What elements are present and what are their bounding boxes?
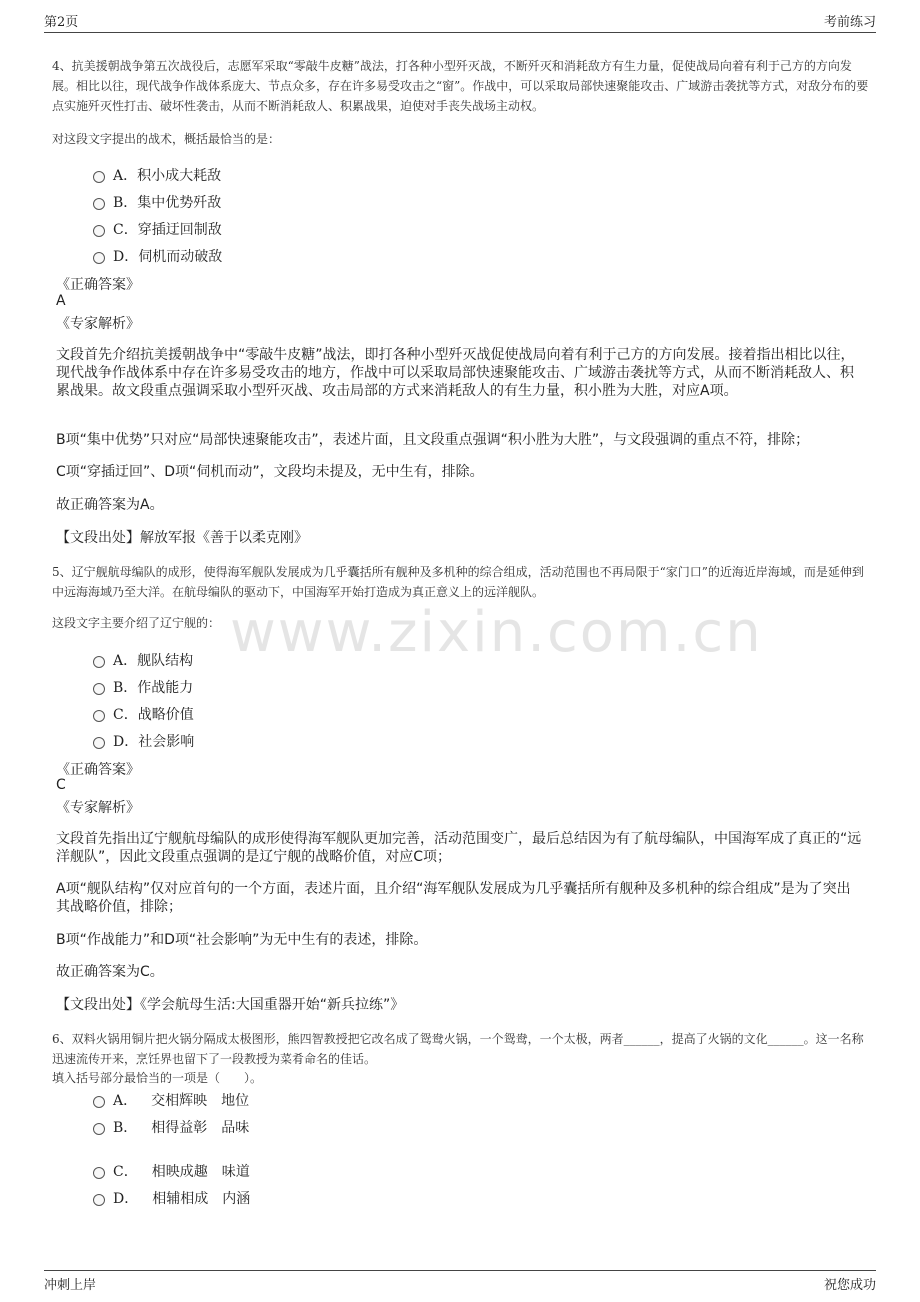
q4-question: 对这段文字提出的战术，概括最恰当的是： [52,132,281,146]
q5-stem: 5、辽宁舰航母编队的成形，使得海军舰队发展成为几乎囊括所有舰种及多机种的综合组成，活动范围也不再局限于“家门口”的近海近岸海域，而是延伸到中远海海域乃至大洋。在航母编队的驱动下，中国海军开始打造成为真正意义上的远洋舰队。 [52,565,864,599]
q5-analysis-4: 故正确答案为C。 [56,964,164,980]
q5-option-b[interactable]: B．作战能力 [93,677,193,697]
q5-answer-label: 《正确答案》 [56,762,140,778]
q4-analysis-2: B项“集中优势”只对应“局部快速聚能攻击”，表述片面，且文段重点强调“积小胜为大胜”，与文段强调的重点不符，排除； [56,432,810,448]
radio-icon[interactable] [93,252,105,264]
radio-icon[interactable] [93,710,105,722]
q5-question: 这段文字主要介绍了辽宁舰的： [52,616,221,630]
q4-option-a[interactable]: A．积小成大耗敌 [93,165,221,185]
q6-option-c[interactable]: C． 相映成趣 味道 [93,1161,250,1181]
q4-analysis-1: 文段首先介绍抗美援朝战争中“零敲牛皮糖”战法，即打各种小型歼灭战促使战局向着有利于己方的方向发展。接着指出相比以往，现代战争作战体系中存在许多易受攻击的地方，作战中可以采取局部快速聚能攻击、广域游击袭扰等方式，从而不断消耗敌人、积累战果。故文段重点强调采取小型歼灭战、攻击局部的方式来消耗敌人的有生力量，积小胜为大胜，对应A项。 [56,347,855,399]
q6-option-b[interactable]: B． 相得益彰 品味 [93,1117,249,1137]
q5-answer: C [56,777,66,793]
q4-answer-label: 《正确答案》 [56,277,140,293]
q5-analysis-3: B项“作战能力”和D项“社会影响”为无中生有的表述，排除。 [56,932,428,948]
q4-source: 【文段出处】解放军报《善于以柔克刚》 [56,530,308,546]
radio-icon[interactable] [93,1194,105,1206]
radio-icon[interactable] [93,1123,105,1135]
q4-analysis-label: 《专家解析》 [56,316,140,332]
footer-left: 冲刺上岸 [44,1278,97,1293]
radio-icon[interactable] [93,656,105,668]
page-number: 第2页 [44,15,79,30]
q5-analysis-1: 文段首先指出辽宁舰航母编队的成形使得海军舰队更加完善，活动范围变广，最后总结因为有了航母编队，中国海军成了真正的“远洋舰队”，因此文段重点强调的是辽宁舰的战略价值，对应C项； [56,831,862,865]
header-title: 考前练习 [823,15,876,30]
radio-icon[interactable] [93,683,105,695]
q5-analysis-2: A项“舰队结构”仅对应首句的一个方面，表述片面，且介绍“海军舰队发展成为几乎囊括所有舰种及多机种的综合组成”是为了突出其战略价值，排除； [56,881,851,915]
q5-analysis-label: 《专家解析》 [56,800,140,816]
q5-option-c[interactable]: C．战略价值 [93,704,194,724]
radio-icon[interactable] [93,198,105,210]
watermark: www.zixin.com.cn [230,600,763,665]
q4-stem: 4、抗美援朝战争第五次战役后，志愿军采取“零敲牛皮糖”战法，打各种小型歼灭战，不断歼灭和消耗敌方有生力量，促使战局向着有利于己方的方向发展。相比以往，现代战争作战体系庞大、节点众多，存在许多易受攻击之“窗”。作战中，可以采取局部快速聚能攻击、广域游击袭扰等方式，对敌分布的要点实施歼灭性打击、破坏性袭击，从而不断消耗敌人、积累战果，迫使对手丧失战场主动权。 [52,59,869,113]
radio-icon[interactable] [93,225,105,237]
q5-source: 【文段出处】《学会航母生活:大国重器开始“新兵拉练”》 [56,997,405,1013]
q6-option-d[interactable]: D． 相辅相成 内涵 [93,1188,250,1208]
q4-analysis-3: C项“穿插迂回”、D项“伺机而动”，文段均未提及，无中生有，排除。 [56,464,484,480]
q6-question: 填入括号部分最恰当的一项是（ ）。 [52,1071,263,1085]
radio-icon[interactable] [93,1096,105,1108]
q4-option-d[interactable]: D．伺机而动破敌 [93,246,222,266]
footer-right: 祝您成功 [823,1278,876,1293]
q6-option-a[interactable]: A． 交相辉映 地位 [93,1090,249,1110]
q6-stem: 6、双料火锅用铜片把火锅分隔成太极图形，熊四智教授把它改名成了鸳鸯火锅，一个鸳鸯，一个太极，两者______，提高了火锅的文化______。这一名称迅速流传开来，烹饪界也留下了一段教授为菜肴命名的佳话。 [52,1032,864,1066]
page-footer [44,1270,876,1293]
radio-icon[interactable] [93,737,105,749]
q4-option-c[interactable]: C．穿插迂回制敌 [93,219,222,239]
radio-icon[interactable] [93,171,105,183]
page-header [44,10,876,33]
radio-icon[interactable] [93,1167,105,1179]
q4-answer: A [56,293,66,309]
q5-option-a[interactable]: A．舰队结构 [93,650,193,670]
q5-option-d[interactable]: D．社会影响 [93,731,194,751]
q4-option-b[interactable]: B．集中优势歼敌 [93,192,221,212]
q4-analysis-4: 故正确答案为A。 [56,497,164,513]
